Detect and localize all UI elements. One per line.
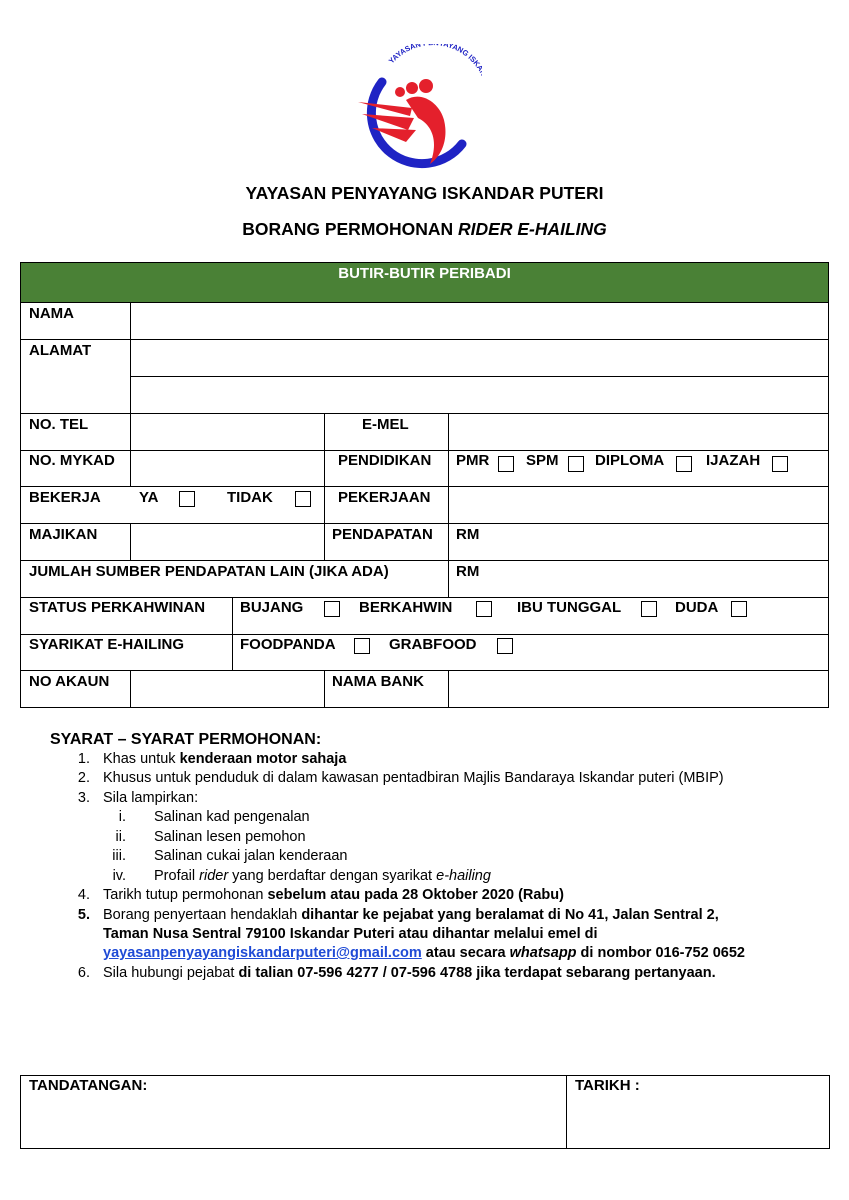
- label-no-mykad: NO. MYKAD: [29, 452, 115, 469]
- checkbox-foodpanda[interactable]: [354, 638, 370, 654]
- nama-bank-field[interactable]: [449, 671, 828, 707]
- nama-field[interactable]: [131, 303, 828, 339]
- option-diploma: DIPLOMA: [595, 452, 665, 469]
- list-item: Salinan cukai jalan kenderaan: [154, 848, 348, 864]
- option-pmr: PMR: [456, 452, 490, 469]
- option-ibu-tunggal: IBU TUNGGAL: [517, 599, 622, 616]
- label-status-perkahwinan: STATUS PERKAHWINAN: [29, 599, 206, 616]
- no-mykad-field[interactable]: [131, 451, 324, 486]
- alamat-field-line2[interactable]: [131, 377, 828, 413]
- label-bekerja: BEKERJA: [29, 489, 101, 506]
- list-item: Salinan kad pengenalan: [154, 809, 310, 825]
- majikan-field[interactable]: [131, 524, 324, 560]
- checkbox-tidak[interactable]: [295, 491, 311, 507]
- label-nama-bank: NAMA BANK: [332, 673, 424, 690]
- option-ya: YA: [139, 489, 159, 506]
- label-syarikat-e-hailing: SYARIKAT E-HAILING: [29, 636, 185, 653]
- list-item: Profail rider yang berdaftar dengan syarikat e-hailing: [154, 868, 491, 884]
- option-bujang: BUJANG: [240, 599, 304, 616]
- checkbox-bujang[interactable]: [324, 601, 340, 617]
- pendapatan-rm: RM: [456, 526, 480, 543]
- checkbox-ibu-tunggal[interactable]: [641, 601, 657, 617]
- no-tel-field[interactable]: [131, 414, 324, 450]
- checkbox-pmr[interactable]: [498, 456, 514, 472]
- pendapatan-lain-rm: RM: [456, 563, 480, 580]
- list-item: Sila hubungi pejabat di talian 07-596 4277 / 07-596 4788 jika terdapat sebarang pertanyaan.: [103, 965, 716, 981]
- email-link[interactable]: yayasanpenyayangiskandarputeri@gmail.com: [103, 945, 422, 961]
- label-nama: NAMA: [29, 305, 74, 322]
- section-header: BUTIR-BUTIR PERIBADI: [21, 263, 828, 302]
- label-pendidikan: PENDIDIKAN: [338, 452, 432, 469]
- checkbox-ijazah[interactable]: [772, 456, 788, 472]
- pekerjaan-field[interactable]: [449, 487, 828, 523]
- syarat-list: 1. Khas untuk kenderaan motor sahaja 2. Khusus untuk penduduk di dalam kawasan pentadbiran Majlis Bandaraya Iskandar puteri (MBIP) 3. Sila lampirkan: i. Salinan kad pengenalan ii. Salinan lesen pemohon iii. Salinan cukai jalan kenderaan iv. Profail rider yang berdaftar dengan syarikat e-hailing 4. Tarikh tutup permohonan sebelum atau pada 28 Oktober 2020 (Rabu) 5. Borang penyertaan hendaklah dihantar ke pejabat yang beralamat di No 41, Jalan Sentral 2, Taman Nusa Sentral 79100 Iskandar Puteri atau dihantar melalui emel di yayasanpenyayangiskandarputeri@gmail.com atau secara whatsapp di nombor 016-752 0652 6. Sila hubungi pejabat di talian 07-596 4277 / 07-596 4788 jika terdapat sebarang pertanyaan.: [0, 750, 849, 980]
- pendapatan-lain-field[interactable]: [480, 561, 828, 597]
- list-item: Borang penyertaan hendaklah dihantar ke pejabat yang beralamat di No 41, Jalan Sentral 2,: [103, 907, 719, 923]
- label-majikan: MAJIKAN: [29, 526, 98, 543]
- list-item: Salinan lesen pemohon: [154, 829, 306, 845]
- syarat-title: SYARAT – SYARAT PERMOHONAN:: [50, 731, 322, 748]
- foundation-logo: [352, 44, 482, 176]
- option-ijazah: IJAZAH: [706, 452, 761, 469]
- org-name: YAYASAN PENYAYANG ISKANDAR PUTERI: [245, 183, 604, 203]
- no-akaun-field[interactable]: [131, 671, 324, 707]
- checkbox-spm[interactable]: [568, 456, 584, 472]
- list-item: Khas untuk kenderaan motor sahaja: [103, 751, 347, 767]
- emel-field[interactable]: [449, 414, 828, 450]
- label-tandatangan: TANDATANGAN:: [29, 1077, 148, 1094]
- pendapatan-field[interactable]: [480, 524, 828, 560]
- label-alamat: ALAMAT: [29, 342, 92, 359]
- option-grabfood: GRABFOOD: [389, 636, 477, 653]
- signature-field[interactable]: [21, 1095, 565, 1148]
- form-title: BORANG PERMOHONAN RIDER E-HAILING: [242, 219, 607, 239]
- label-pendapatan: PENDAPATAN: [332, 526, 433, 543]
- label-pekerjaan: PEKERJAAN: [338, 489, 431, 506]
- checkbox-diploma[interactable]: [676, 456, 692, 472]
- label-jumlah-pendapatan-lain: JUMLAH SUMBER PENDAPATAN LAIN (JIKA ADA): [29, 563, 389, 580]
- label-no-akaun: NO AKAUN: [29, 673, 110, 690]
- alamat-field-line1[interactable]: [131, 340, 828, 376]
- checkbox-ya[interactable]: [179, 491, 195, 507]
- svg-text:YAYASAN PENYAYANG ISKANDAR PUT: YAYASAN AYANG ISK: [386, 44, 482, 69]
- label-emel: E-MEL: [362, 416, 409, 433]
- option-berkahwin: BERKAHWIN: [359, 599, 453, 616]
- list-item: Khusus untuk penduduk di dalam kawasan pentadbiran Majlis Bandaraya Iskandar puteri (MBIP): [103, 770, 724, 786]
- date-field[interactable]: [567, 1095, 829, 1148]
- label-tarikh: TARIKH :: [575, 1077, 640, 1094]
- list-item: Tarikh tutup permohonan sebelum atau pada 28 Oktober 2020 (Rabu): [103, 887, 564, 903]
- checkbox-grabfood[interactable]: [497, 638, 513, 654]
- checkbox-berkahwin[interactable]: [476, 601, 492, 617]
- option-tidak: TIDAK: [227, 489, 273, 506]
- checkbox-duda[interactable]: [731, 601, 747, 617]
- list-item: Sila lampirkan:: [103, 790, 199, 806]
- label-no-tel: NO. TEL: [29, 416, 89, 433]
- option-foodpanda: FOODPANDA: [240, 636, 336, 653]
- option-duda: DUDA: [675, 599, 719, 616]
- option-spm: SPM: [526, 452, 559, 469]
